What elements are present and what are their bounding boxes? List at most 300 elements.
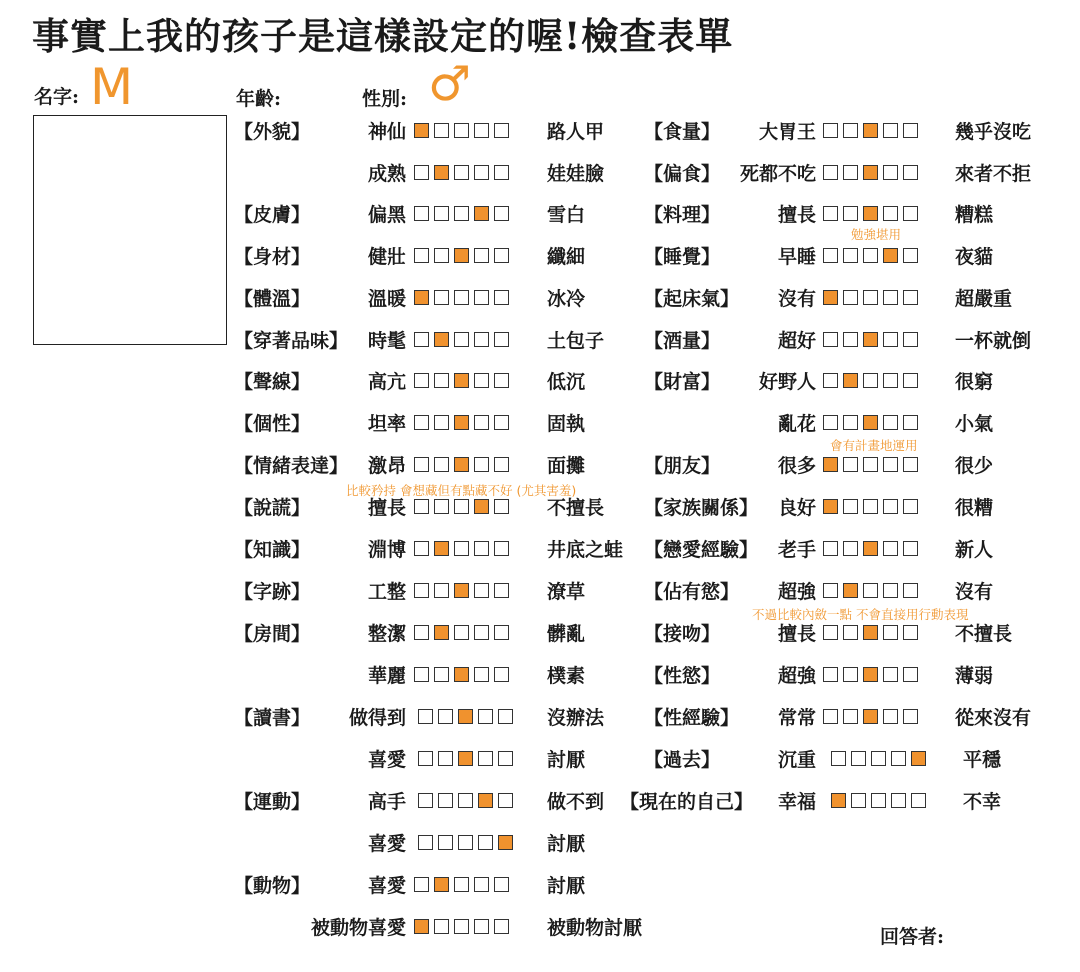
checkbox[interactable] <box>883 123 898 138</box>
checkbox[interactable] <box>863 457 878 472</box>
checkbox[interactable] <box>454 123 469 138</box>
checkbox-checked[interactable] <box>434 541 449 556</box>
checkbox[interactable] <box>843 332 858 347</box>
checkbox[interactable] <box>474 541 489 556</box>
category-label: 【聲線】 <box>234 371 311 393</box>
checkbox[interactable] <box>843 165 858 180</box>
checkbox[interactable] <box>883 206 898 221</box>
checkbox[interactable] <box>891 751 906 766</box>
checkbox-checked[interactable] <box>823 290 838 305</box>
left-extreme-label: 坦率 <box>367 413 406 435</box>
left-extreme-label: 華麗 <box>367 665 406 687</box>
right-extreme-label: 娃娃臉 <box>547 163 605 185</box>
rating-boxes <box>418 835 513 850</box>
category-label: 【起床氣】 <box>644 288 740 310</box>
checkbox-checked[interactable] <box>831 793 846 808</box>
checkbox[interactable] <box>494 165 509 180</box>
rating-boxes <box>414 373 509 388</box>
checkbox[interactable] <box>863 373 878 388</box>
checkbox-checked[interactable] <box>863 332 878 347</box>
checkbox[interactable] <box>458 793 473 808</box>
checkbox[interactable] <box>454 499 469 514</box>
checkbox[interactable] <box>494 290 509 305</box>
checkbox[interactable] <box>414 625 429 640</box>
rating-boxes <box>418 793 513 808</box>
checkbox[interactable] <box>843 415 858 430</box>
checkbox[interactable] <box>474 625 489 640</box>
category-label: 【財富】 <box>644 371 721 393</box>
checkbox[interactable] <box>414 415 429 430</box>
checkbox[interactable] <box>883 457 898 472</box>
checkbox[interactable] <box>418 751 433 766</box>
checkbox[interactable] <box>823 667 838 682</box>
right-extreme-label: 討厭 <box>547 749 586 771</box>
checkbox[interactable] <box>863 583 878 598</box>
checkbox[interactable] <box>903 373 918 388</box>
checkbox[interactable] <box>903 709 918 724</box>
category-label: 【食量】 <box>644 121 721 143</box>
checkbox-checked[interactable] <box>434 877 449 892</box>
checkbox[interactable] <box>474 332 489 347</box>
checkbox[interactable] <box>414 332 429 347</box>
rating-boxes <box>414 625 509 640</box>
checkbox[interactable] <box>823 248 838 263</box>
checkbox-checked[interactable] <box>434 625 449 640</box>
checkbox[interactable] <box>474 583 489 598</box>
category-label: 【房間】 <box>234 623 311 645</box>
checkbox-checked[interactable] <box>863 625 878 640</box>
checkbox[interactable] <box>478 751 493 766</box>
checkbox-checked[interactable] <box>458 709 473 724</box>
checkbox-checked[interactable] <box>454 667 469 682</box>
checkbox[interactable] <box>494 415 509 430</box>
checkbox[interactable] <box>823 332 838 347</box>
checkbox[interactable] <box>414 583 429 598</box>
right-extreme-label: 新人 <box>955 539 994 561</box>
checkbox[interactable] <box>823 373 838 388</box>
checkbox[interactable] <box>843 290 858 305</box>
rating-boxes <box>414 290 509 305</box>
left-extreme-label: 擅長 <box>777 623 816 645</box>
checkbox[interactable] <box>494 457 509 472</box>
checkbox-checked[interactable] <box>498 835 513 850</box>
checkbox[interactable] <box>434 667 449 682</box>
rating-boxes <box>823 499 918 514</box>
checkbox-checked[interactable] <box>414 290 429 305</box>
left-extreme-label: 亂花 <box>777 413 816 435</box>
checkbox[interactable] <box>823 165 838 180</box>
rating-boxes <box>831 751 926 766</box>
checkbox[interactable] <box>494 625 509 640</box>
rating-boxes <box>414 667 509 682</box>
checkbox[interactable] <box>418 835 433 850</box>
checkbox-checked[interactable] <box>414 919 429 934</box>
rating-boxes <box>418 709 513 724</box>
checkbox[interactable] <box>903 248 918 263</box>
category-label: 【說謊】 <box>234 497 311 519</box>
checkbox[interactable] <box>863 248 878 263</box>
category-label: 【運動】 <box>234 791 311 813</box>
checkbox[interactable] <box>903 415 918 430</box>
name-handwritten: M <box>90 58 134 116</box>
checkbox[interactable] <box>843 499 858 514</box>
checkbox[interactable] <box>494 667 509 682</box>
left-extreme-label: 淵博 <box>367 539 406 561</box>
category-label: 【動物】 <box>234 875 311 897</box>
right-extreme-label: 髒亂 <box>547 623 586 645</box>
checkbox-checked[interactable] <box>863 123 878 138</box>
checkbox[interactable] <box>438 835 453 850</box>
checkbox[interactable] <box>494 123 509 138</box>
rating-boxes <box>418 751 513 766</box>
category-label: 【過去】 <box>644 749 721 771</box>
checkbox-checked[interactable] <box>843 373 858 388</box>
checkbox[interactable] <box>474 415 489 430</box>
checkbox[interactable] <box>414 667 429 682</box>
left-extreme-label: 高亢 <box>367 371 406 393</box>
checkbox[interactable] <box>478 709 493 724</box>
category-label: 【現在的自己】 <box>620 791 754 813</box>
checkbox[interactable] <box>434 248 449 263</box>
checkbox[interactable] <box>903 583 918 598</box>
checkbox-checked[interactable] <box>454 415 469 430</box>
checkbox-checked[interactable] <box>454 373 469 388</box>
right-extreme-label: 討厭 <box>547 833 586 855</box>
left-extreme-label: 激昂 <box>367 455 406 477</box>
right-extreme-label: 夜貓 <box>955 246 994 268</box>
left-extreme-label: 老手 <box>777 539 816 561</box>
checkbox[interactable] <box>823 415 838 430</box>
checkbox[interactable] <box>438 793 453 808</box>
category-label: 【睡覺】 <box>644 246 721 268</box>
checkbox[interactable] <box>434 206 449 221</box>
checkbox-checked[interactable] <box>863 206 878 221</box>
checkbox-checked[interactable] <box>414 123 429 138</box>
checkbox[interactable] <box>883 667 898 682</box>
checkbox[interactable] <box>903 541 918 556</box>
checkbox[interactable] <box>434 457 449 472</box>
gender-handwritten-male-symbol: ♂ <box>428 56 472 112</box>
left-extreme-label: 常常 <box>777 707 816 729</box>
category-label: 【穿著品味】 <box>234 330 349 352</box>
checkbox[interactable] <box>414 457 429 472</box>
left-extreme-label: 幸福 <box>777 791 816 813</box>
checkbox[interactable] <box>831 751 846 766</box>
checkbox[interactable] <box>903 625 918 640</box>
checkbox[interactable] <box>494 373 509 388</box>
checkbox-checked[interactable] <box>843 583 858 598</box>
left-extreme-label: 神仙 <box>367 121 406 143</box>
checkbox[interactable] <box>863 290 878 305</box>
rating-boxes <box>414 583 509 598</box>
checkbox-checked[interactable] <box>454 583 469 598</box>
checkbox[interactable] <box>843 123 858 138</box>
left-extreme-label: 時髦 <box>367 330 406 352</box>
checkbox[interactable] <box>454 165 469 180</box>
checkbox[interactable] <box>434 583 449 598</box>
checkbox[interactable] <box>474 373 489 388</box>
right-extreme-label: 不擅長 <box>547 497 605 519</box>
checkbox[interactable] <box>903 332 918 347</box>
checkbox[interactable] <box>883 165 898 180</box>
age-label: 年齡: <box>236 88 282 110</box>
checkbox[interactable] <box>498 751 513 766</box>
left-extreme-label: 好野人 <box>758 371 816 393</box>
right-extreme-label: 不幸 <box>963 791 1002 813</box>
rating-boxes <box>414 541 509 556</box>
checkbox[interactable] <box>823 541 838 556</box>
checkbox[interactable] <box>891 793 906 808</box>
checkbox[interactable] <box>823 583 838 598</box>
checkbox[interactable] <box>871 751 886 766</box>
category-label: 【朋友】 <box>644 455 721 477</box>
checkbox[interactable] <box>474 290 489 305</box>
checkbox[interactable] <box>438 751 453 766</box>
checkbox[interactable] <box>414 206 429 221</box>
category-label: 【讀書】 <box>234 707 311 729</box>
checkbox[interactable] <box>474 123 489 138</box>
rating-boxes <box>414 457 509 472</box>
page-title: 事實上我的孩子是這樣設定的喔!檢查表單 <box>32 14 734 58</box>
checkbox[interactable] <box>494 877 509 892</box>
left-extreme-label: 超好 <box>777 330 816 352</box>
checkbox[interactable] <box>474 667 489 682</box>
checkbox[interactable] <box>434 499 449 514</box>
checkbox[interactable] <box>911 793 926 808</box>
checkbox-checked[interactable] <box>863 415 878 430</box>
rating-boxes <box>823 373 918 388</box>
checkbox[interactable] <box>454 206 469 221</box>
right-extreme-label: 沒辦法 <box>547 707 605 729</box>
checkbox[interactable] <box>474 877 489 892</box>
checkbox[interactable] <box>903 457 918 472</box>
left-extreme-label: 工整 <box>367 581 406 603</box>
right-extreme-label: 薄弱 <box>955 665 994 687</box>
category-label: 【接吻】 <box>644 623 721 645</box>
checkbox[interactable] <box>883 290 898 305</box>
checkbox-checked[interactable] <box>823 499 838 514</box>
right-extreme-label: 很少 <box>955 455 994 477</box>
checkbox[interactable] <box>498 709 513 724</box>
category-label: 【偏食】 <box>644 163 721 185</box>
checkbox-checked[interactable] <box>883 248 898 263</box>
checkbox[interactable] <box>434 123 449 138</box>
checkbox[interactable] <box>843 248 858 263</box>
checkbox[interactable] <box>414 373 429 388</box>
checkbox-checked[interactable] <box>474 206 489 221</box>
category-label: 【知識】 <box>234 539 311 561</box>
checkbox[interactable] <box>843 709 858 724</box>
checkbox[interactable] <box>883 625 898 640</box>
checkbox[interactable] <box>418 793 433 808</box>
checkbox[interactable] <box>851 751 866 766</box>
checkbox[interactable] <box>494 332 509 347</box>
category-label: 【性慾】 <box>644 665 721 687</box>
checkbox[interactable] <box>863 499 878 514</box>
right-extreme-label: 潦草 <box>547 581 586 603</box>
rating-boxes <box>414 415 509 430</box>
checkbox[interactable] <box>454 877 469 892</box>
left-extreme-label: 死都不吃 <box>739 163 816 185</box>
rating-boxes <box>414 123 509 138</box>
category-label: 【家族關係】 <box>644 497 759 519</box>
checkbox[interactable] <box>903 290 918 305</box>
checkbox[interactable] <box>883 415 898 430</box>
rating-boxes <box>823 457 918 472</box>
left-extreme-label: 做得到 <box>348 707 406 729</box>
rating-boxes <box>823 415 918 430</box>
checkbox[interactable] <box>843 625 858 640</box>
right-extreme-label: 做不到 <box>547 791 605 813</box>
left-extreme-label: 擅長 <box>777 204 816 226</box>
checkbox-checked[interactable] <box>863 667 878 682</box>
checkbox[interactable] <box>494 499 509 514</box>
rating-boxes <box>823 583 918 598</box>
left-extreme-label: 沒有 <box>777 288 816 310</box>
checkbox[interactable] <box>414 248 429 263</box>
checkbox[interactable] <box>883 332 898 347</box>
checkbox[interactable] <box>903 206 918 221</box>
checkbox[interactable] <box>494 206 509 221</box>
checkbox[interactable] <box>494 248 509 263</box>
rating-boxes <box>414 165 509 180</box>
right-extreme-label: 井底之蛙 <box>547 539 624 561</box>
checkbox[interactable] <box>883 373 898 388</box>
name-label: 名字: <box>34 86 80 108</box>
checkbox[interactable] <box>474 248 489 263</box>
checkbox[interactable] <box>883 709 898 724</box>
checkbox[interactable] <box>418 709 433 724</box>
checkbox[interactable] <box>843 457 858 472</box>
right-extreme-label: 路人甲 <box>547 121 605 143</box>
checkbox[interactable] <box>823 709 838 724</box>
checkbox[interactable] <box>474 457 489 472</box>
checkbox[interactable] <box>903 123 918 138</box>
rating-boxes <box>831 793 926 808</box>
rating-boxes <box>823 332 918 347</box>
checkbox-checked[interactable] <box>454 457 469 472</box>
checkbox[interactable] <box>871 793 886 808</box>
left-extreme-label: 早睡 <box>777 246 816 268</box>
checkbox-checked[interactable] <box>478 793 493 808</box>
right-extreme-label: 低沉 <box>547 371 586 393</box>
checkbox[interactable] <box>458 835 473 850</box>
checkbox-checked[interactable] <box>474 499 489 514</box>
checkbox-checked[interactable] <box>863 165 878 180</box>
checkbox[interactable] <box>903 499 918 514</box>
right-extreme-label: 平穩 <box>963 749 1002 771</box>
checkbox[interactable] <box>478 835 493 850</box>
checkbox[interactable] <box>903 165 918 180</box>
left-extreme-label: 超強 <box>777 665 816 687</box>
left-extreme-label: 成熟 <box>367 163 406 185</box>
left-extreme-label: 健壯 <box>367 246 406 268</box>
checkbox[interactable] <box>843 541 858 556</box>
checkbox[interactable] <box>414 165 429 180</box>
checkbox[interactable] <box>454 919 469 934</box>
checkbox[interactable] <box>498 793 513 808</box>
checkbox[interactable] <box>494 583 509 598</box>
right-extreme-label: 很窮 <box>955 371 994 393</box>
right-extreme-label: 很糟 <box>955 497 994 519</box>
rating-boxes <box>823 206 918 221</box>
checkbox[interactable] <box>434 919 449 934</box>
checkbox[interactable] <box>454 332 469 347</box>
photo-frame <box>33 115 227 345</box>
checkbox-checked[interactable] <box>863 541 878 556</box>
checkbox[interactable] <box>454 625 469 640</box>
checkbox[interactable] <box>494 919 509 934</box>
checkbox-checked[interactable] <box>434 332 449 347</box>
checkbox[interactable] <box>843 206 858 221</box>
checkbox[interactable] <box>414 541 429 556</box>
left-extreme-label: 擅長 <box>367 497 406 519</box>
rating-boxes <box>823 541 918 556</box>
rating-boxes <box>414 206 509 221</box>
checkbox[interactable] <box>474 165 489 180</box>
rating-boxes <box>823 290 918 305</box>
left-extreme-label: 良好 <box>777 497 816 519</box>
right-extreme-label: 超嚴重 <box>955 288 1013 310</box>
checkbox[interactable] <box>434 373 449 388</box>
checkbox[interactable] <box>883 499 898 514</box>
note-emotion: 比較矜持 會想藏但有點藏不好 (尤其害羞) <box>346 483 577 498</box>
checkbox[interactable] <box>851 793 866 808</box>
rating-boxes <box>414 919 509 934</box>
checkbox[interactable] <box>903 667 918 682</box>
left-extreme-label: 高手 <box>367 791 406 813</box>
left-extreme-label: 喜愛 <box>367 749 406 771</box>
checkbox[interactable] <box>438 709 453 724</box>
checkbox[interactable] <box>843 667 858 682</box>
rating-boxes <box>823 625 918 640</box>
checkbox-checked[interactable] <box>911 751 926 766</box>
right-extreme-label: 不擅長 <box>955 623 1013 645</box>
right-extreme-label: 纖細 <box>547 246 586 268</box>
rating-boxes <box>823 248 918 263</box>
checkbox-checked[interactable] <box>863 709 878 724</box>
right-extreme-label: 幾乎沒吃 <box>955 121 1032 143</box>
checkbox[interactable] <box>823 123 838 138</box>
checkbox[interactable] <box>454 541 469 556</box>
left-extreme-label: 大胃王 <box>758 121 816 143</box>
checkbox-checked[interactable] <box>454 248 469 263</box>
checkbox[interactable] <box>434 415 449 430</box>
checkbox[interactable] <box>414 877 429 892</box>
checkbox[interactable] <box>823 625 838 640</box>
checkbox[interactable] <box>474 919 489 934</box>
rating-boxes <box>414 877 509 892</box>
checkbox[interactable] <box>823 206 838 221</box>
checkbox[interactable] <box>883 583 898 598</box>
checkbox-checked[interactable] <box>434 165 449 180</box>
right-extreme-label: 土包子 <box>547 330 605 352</box>
rating-boxes <box>823 709 918 724</box>
left-extreme-label: 喜愛 <box>367 875 406 897</box>
left-extreme-label: 整潔 <box>367 623 406 645</box>
checkbox[interactable] <box>883 541 898 556</box>
left-extreme-label: 溫暖 <box>367 288 406 310</box>
note-cooking: 勉強堪用 <box>851 227 902 242</box>
checkbox[interactable] <box>414 499 429 514</box>
checkbox[interactable] <box>494 541 509 556</box>
checkbox-checked[interactable] <box>458 751 473 766</box>
rating-boxes <box>414 499 509 514</box>
checkbox-checked[interactable] <box>823 457 838 472</box>
gender-label: 性別: <box>362 88 408 110</box>
checkbox[interactable] <box>434 290 449 305</box>
checkbox[interactable] <box>454 290 469 305</box>
